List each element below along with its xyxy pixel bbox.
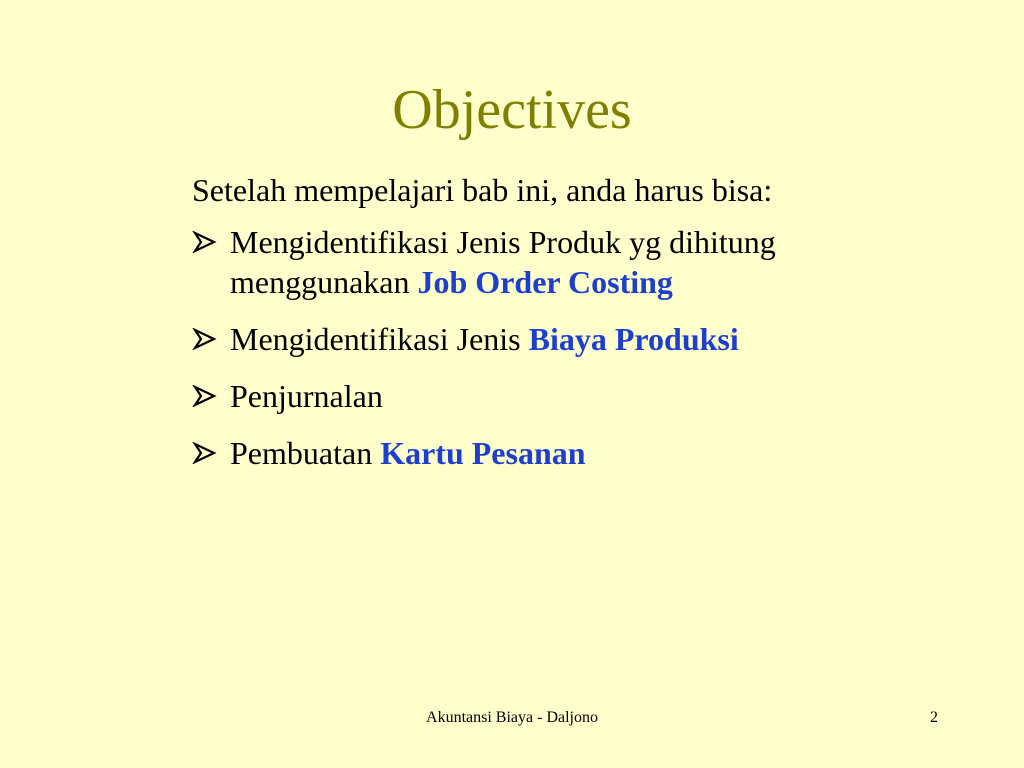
bullet-plain-text: Penjurnalan (230, 378, 383, 414)
arrow-bullet-icon (192, 433, 230, 473)
bullet-plain-text: Mengidentifikasi Jenis Produk yg dihitung menggunakan (230, 224, 776, 300)
arrow-bullet-icon (192, 319, 230, 359)
bullet-text (230, 433, 952, 473)
bullet-plain-text: Pembuatan (230, 435, 381, 471)
page-number: 2 (930, 709, 938, 726)
intro-text: Setelah mempelajari bab ini, anda harus bisa: (192, 172, 773, 208)
bullet-text (230, 319, 952, 359)
bullet-highlight: Kartu Pesanan (380, 435, 586, 471)
bullet-plain-text: Mengidentifikasi Jenis (230, 321, 529, 357)
arrow-bullet-icon (192, 222, 230, 262)
slide-title: Objectives (392, 79, 632, 141)
bullet-highlight: Job Order Costing (417, 264, 673, 300)
bullet-item (192, 319, 952, 359)
bullet-text (230, 376, 952, 416)
footer-text: Akuntansi Biaya - Daljono (426, 709, 598, 726)
bullet-highlight: Biaya Produksi (528, 321, 739, 357)
arrow-bullet-icon (192, 376, 230, 416)
bullet-item (192, 376, 952, 416)
bullet-item (192, 222, 952, 302)
slide-content (192, 170, 952, 490)
bullet-item (192, 433, 952, 473)
bullet-text (230, 222, 952, 302)
